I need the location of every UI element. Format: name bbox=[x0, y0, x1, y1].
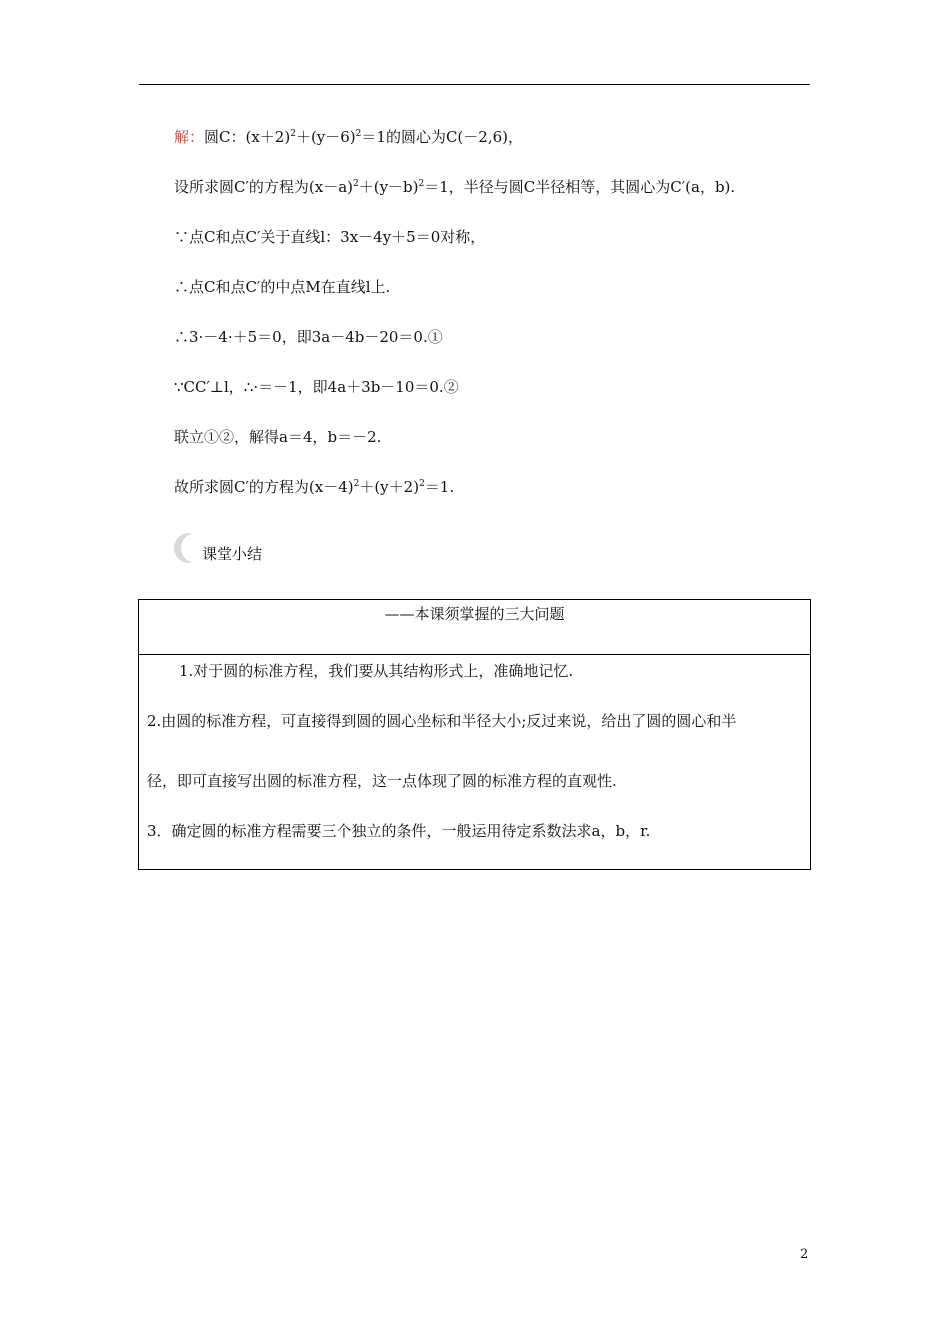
section-title bbox=[174, 533, 374, 573]
text: 故所求圆C′的方程为(x－4) bbox=[174, 478, 354, 496]
summary-item-2a: 2.由圆的标准方程，可直接得到圆的圆心坐标和半径大小;反过来说，给出了圆的圆心和半 bbox=[147, 712, 737, 730]
text: ＝1，半径与圆C半径相等，其圆心为C′(a，b). bbox=[424, 178, 736, 196]
text: ＋(y－6) bbox=[295, 128, 356, 146]
text: ＝1. bbox=[424, 478, 455, 496]
solution-line-8 bbox=[174, 477, 454, 497]
summary-item-1: 1.对于圆的标准方程，我们要从其结构形式上，准确地记忆. bbox=[179, 662, 574, 680]
solution-line-5: ∴3·－4·＋5＝0，即3a－4b－20＝0.① bbox=[174, 328, 443, 346]
superscript: 2 bbox=[353, 179, 359, 189]
solution-line-2 bbox=[174, 177, 735, 197]
text: ＋(y＋2) bbox=[359, 478, 420, 496]
header-rule bbox=[139, 84, 810, 85]
superscript: 2 bbox=[355, 129, 362, 139]
solution-line-4: ∴点C和点C′的中点M在直线l上. bbox=[174, 278, 391, 296]
solution-line-7: 联立①②，解得a＝4，b＝－2. bbox=[174, 428, 382, 446]
summary-item-3: 3．确定圆的标准方程需要三个独立的条件，一般运用待定系数法求a，b，r. bbox=[147, 822, 651, 840]
text: 圆C：(x＋2) bbox=[204, 128, 291, 146]
solution-label: 解： bbox=[174, 128, 205, 146]
solution-line-1 bbox=[174, 127, 523, 147]
superscript: 2 bbox=[353, 479, 360, 489]
text: ＋(y－b) bbox=[358, 178, 419, 196]
summary-item-2b: 径，即可直接写出圆的标准方程，这一点体现了圆的标准方程的直观性. bbox=[147, 772, 617, 790]
text: ＝1的圆心为C(－2,6)， bbox=[361, 128, 523, 146]
text: 设所求圆C′的方程为(x－a) bbox=[174, 178, 353, 196]
page-number: 2 bbox=[800, 1247, 809, 1262]
summary-box-title: ——本课须掌握的三大问题 bbox=[139, 600, 810, 655]
summary-box bbox=[138, 599, 811, 870]
solution-line-3: ∵点C和点C′关于直线l：3x－4y＋5＝0对称， bbox=[174, 228, 486, 246]
solution-line-6: ∵CC′⊥l，∴·＝－1，即4a＋3b－10＝0.② bbox=[174, 378, 459, 396]
superscript: 2 bbox=[419, 479, 425, 489]
superscript: 2 bbox=[290, 129, 296, 139]
superscript: 2 bbox=[418, 179, 425, 189]
crescent-icon bbox=[174, 533, 204, 563]
section-title-text: 课堂小结 bbox=[202, 545, 263, 563]
